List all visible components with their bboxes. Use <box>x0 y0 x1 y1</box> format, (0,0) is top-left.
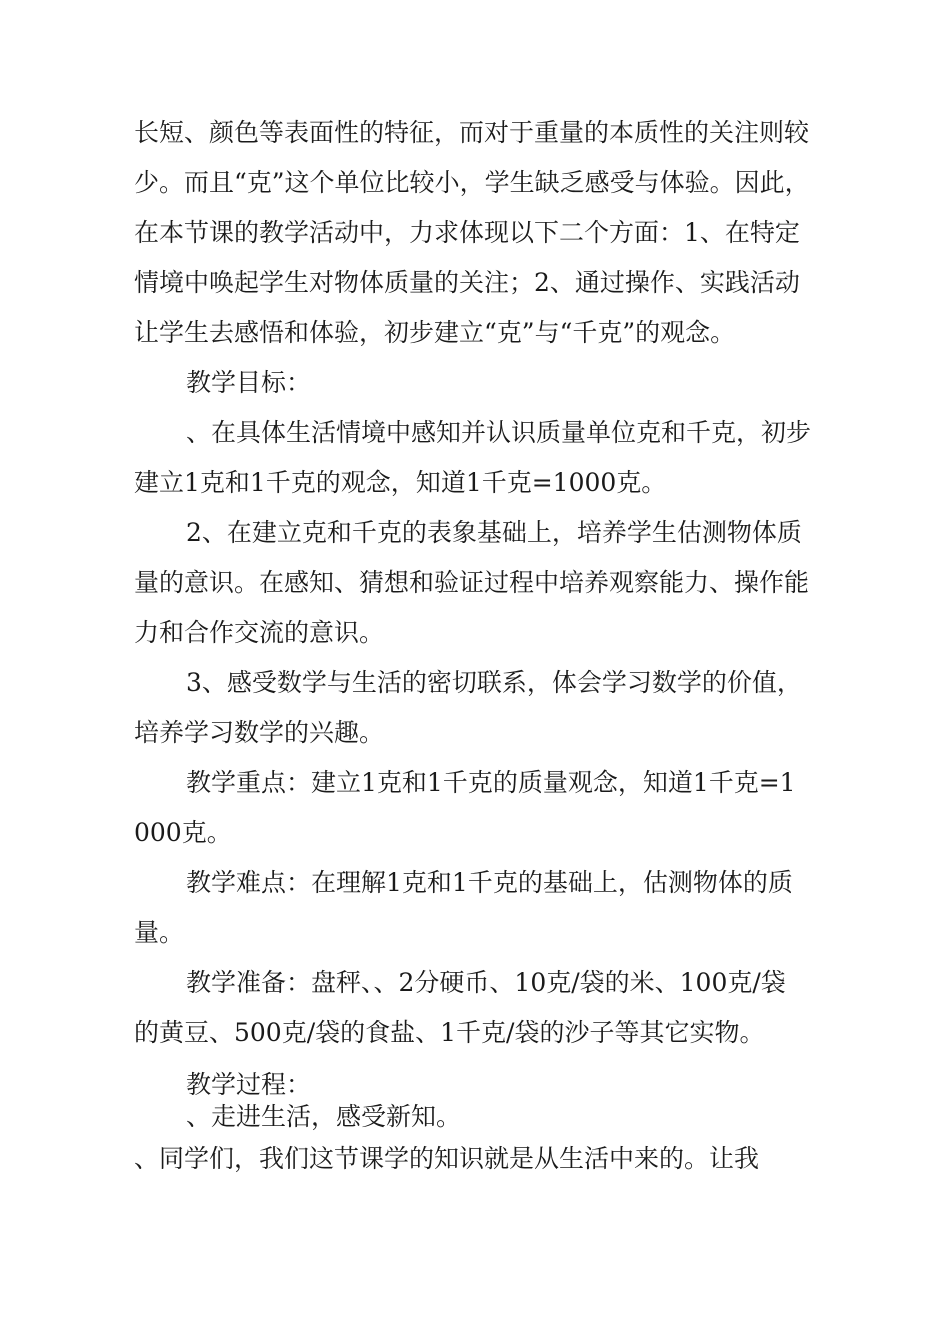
text-line: 教学重点：建立1克和1千克的质量观念，知道1千克=1 <box>186 768 796 797</box>
text-line: 教学准备：盘秤、、2分硬币、10克/袋的米、100克/袋 <box>186 968 786 997</box>
text-line: 2、在建立克和千克的表象基础上，培养学生估测物体质 <box>186 518 802 547</box>
text-line: 长短、颜色等表面性的特征，而对于重量的本质性的关注则较 <box>134 118 810 147</box>
section-heading: 教学过程： <box>186 1070 312 1099</box>
text-line: 建立1克和1千克的观念，知道1千克=1000克。 <box>134 468 667 497</box>
text-line: 、在具体生活情境中感知并认识质量单位克和千克，初步 <box>186 418 812 447</box>
text-line: 量的意识。在感知、猜想和验证过程中培养观察能力、操作能 <box>134 568 810 597</box>
text-line: 培养学习数学的兴趣。 <box>134 718 385 747</box>
text-line: 3、感受数学与生活的密切联系，体会学习数学的价值， <box>186 668 802 697</box>
text-line: 的黄豆、500克/袋的食盐、1千克/袋的沙子等其它实物。 <box>134 1018 765 1047</box>
text-line: 、走进生活，感受新知。 <box>186 1102 462 1131</box>
text-line: 量。 <box>134 918 185 947</box>
text-line: 在本节课的教学活动中，力求体现以下二个方面：1、在特定 <box>134 218 800 247</box>
text-line: 教学难点：在理解1克和1千克的基础上，估测物体的质 <box>186 868 793 897</box>
text-line: 、同学们，我们这节课学的知识就是从生活中来的。让我 <box>134 1144 760 1173</box>
text-line: 情境中唤起学生对物体质量的关注；2、通过操作、实践活动 <box>134 268 800 297</box>
text-line: 000克。 <box>134 818 232 847</box>
text-line: 让学生去感悟和体验，初步建立“克”与“千克”的观念。 <box>134 318 736 347</box>
text-line: 力和合作交流的意识。 <box>134 618 385 647</box>
text-line: 少。而且“克”这个单位比较小，学生缺乏感受与体验。因此， <box>134 168 810 197</box>
section-heading: 教学目标： <box>186 368 312 397</box>
